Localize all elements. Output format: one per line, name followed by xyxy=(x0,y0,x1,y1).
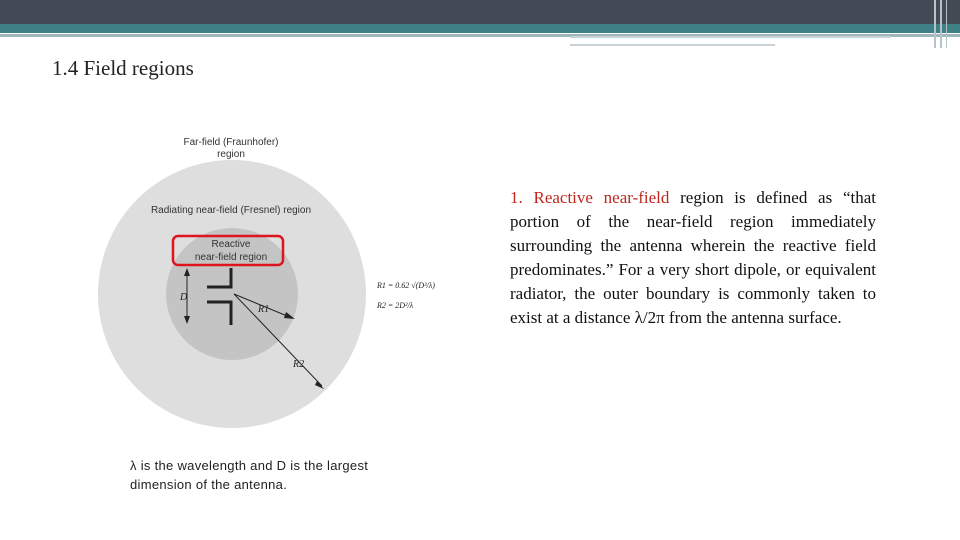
far-field-label-1: Far-field (Fraunhofer) xyxy=(183,137,279,148)
r1-formula: R1 = 0.62 √(D³/λ) xyxy=(377,281,435,290)
definition-paragraph xyxy=(510,186,876,330)
slide-title: 1.4 Field regions xyxy=(52,56,194,80)
figure-caption: λ is the wavelength and D is the largest dimension of the antenna. xyxy=(130,458,369,492)
reactive-label-2: near-field region xyxy=(194,252,268,263)
definition-text: region is defined as “that portion of the near-field region immediately surrounding the antenna wherein the reactive field predominates.” For a very short dipole, or equivalent radiator, the outer boundary is commonly taken to exist at a distance λ/2π from the antenna surface. xyxy=(510,188,876,327)
far-field-label-2: region xyxy=(217,149,245,160)
reactive-label-1: Reactive xyxy=(211,239,251,250)
reactive-term-highlight: 1. Reactive near-field xyxy=(510,188,670,207)
d-label: D xyxy=(180,292,188,303)
radiating-region-label: Radiating near-field (Fresnel) region xyxy=(150,205,312,216)
r2-label: R2 xyxy=(293,359,305,370)
r1-label: R1 xyxy=(258,304,270,315)
r2-formula: R2 = 2D²/λ xyxy=(377,301,414,310)
